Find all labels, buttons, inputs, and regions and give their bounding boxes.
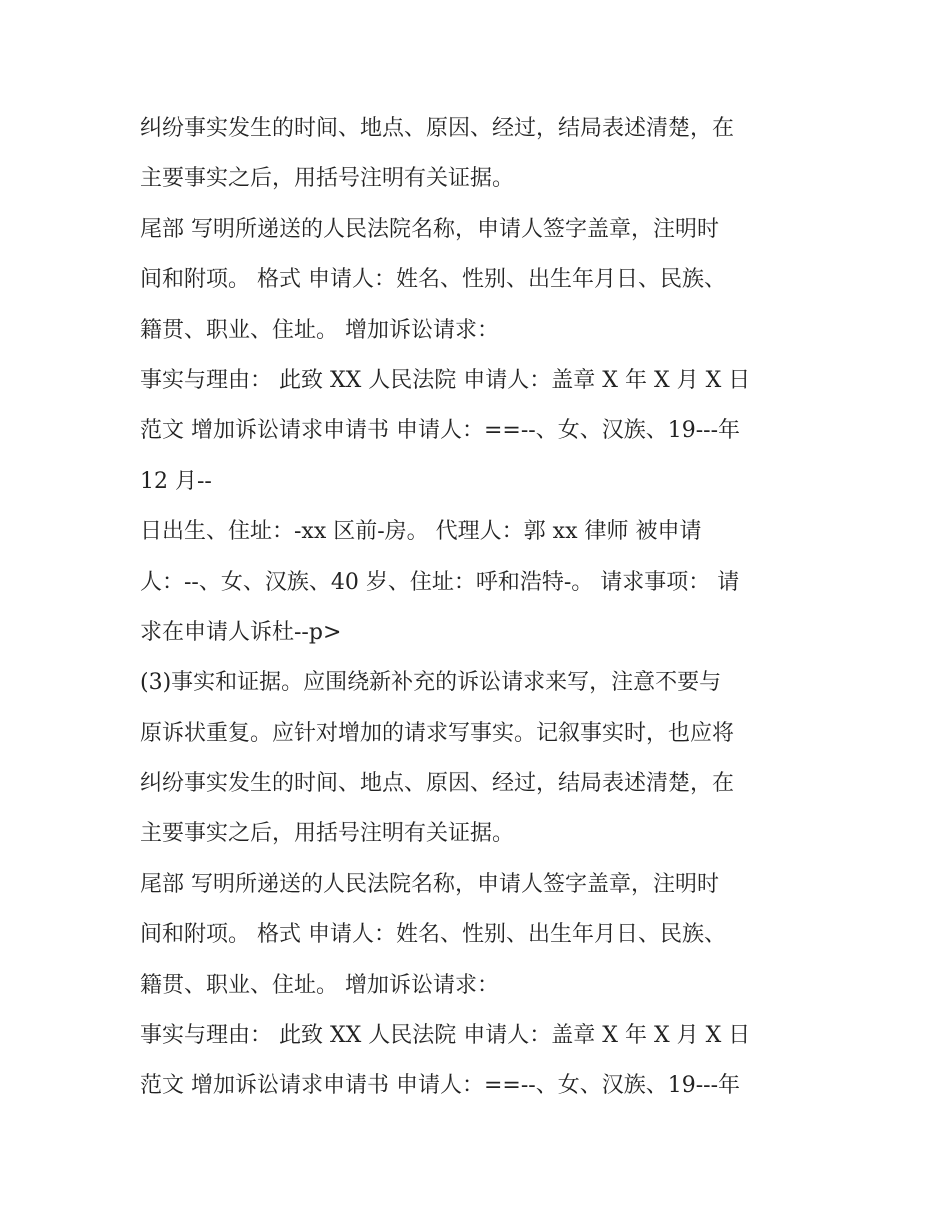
text-line: 纠纷事实发生的时间、地点、原因、经过，结局表述清楚，在 [140,116,735,141]
text-line: 尾部 写明所递送的人民法院名称，申请人签字盖章，注明时 [140,216,719,242]
text-line: 12 月-- [140,468,212,494]
text-line: 原诉状重复。应针对增加的请求写事实。记叙事实时，也应将 [140,720,735,746]
text-line: 籍贯、职业、住址。 增加诉讼请求： [140,972,499,998]
text-line: 日出生、住址：-xx 区前-房。 代理人：郭 xx 律师 被申请 [140,519,702,545]
text-line: 籍贯、职业、住址。 增加诉讼请求： [140,317,499,343]
text-line: 范文 增加诉讼请求申请书 申请人：==--、女、汉族、19---年 [140,418,741,444]
text-line: 求在申请人诉杜--p> [140,619,342,645]
text-line: 事实与理由： 此致 XX 人民法院 申请人：盖章 X 年 X 月 X 日 [140,1023,751,1049]
text-line: 间和附项。 格式 申请人：姓名、性别、出生年月日、民族、 [140,922,726,948]
text-line: 尾部 写明所递送的人民法院名称，申请人签字盖章，注明时 [140,871,719,897]
text-line: (3)事实和证据。应围绕新补充的诉讼请求来写，注意不要与 [140,670,722,696]
document-body [140,104,830,1112]
text-line: 间和附项。 格式 申请人：姓名、性别、出生年月日、民族、 [140,267,726,293]
text-line: 范文 增加诉讼请求申请书 申请人：==--、女、汉族、19---年 [140,1073,741,1099]
text-line: 主要事实之后，用括号注明有关证据。 [140,821,515,847]
text-line: 事实与理由： 此致 XX 人民法院 申请人：盖章 X 年 X 月 X 日 [140,367,751,393]
text-line: 主要事实之后，用括号注明有关证据。 [140,166,515,192]
text-line: 人：--、女、汉族、40 岁、住址：呼和浩特-。 请求事项： 请 [140,569,740,595]
text-line: 纠纷事实发生的时间、地点、原因、经过，结局表述清楚，在 [140,771,735,797]
